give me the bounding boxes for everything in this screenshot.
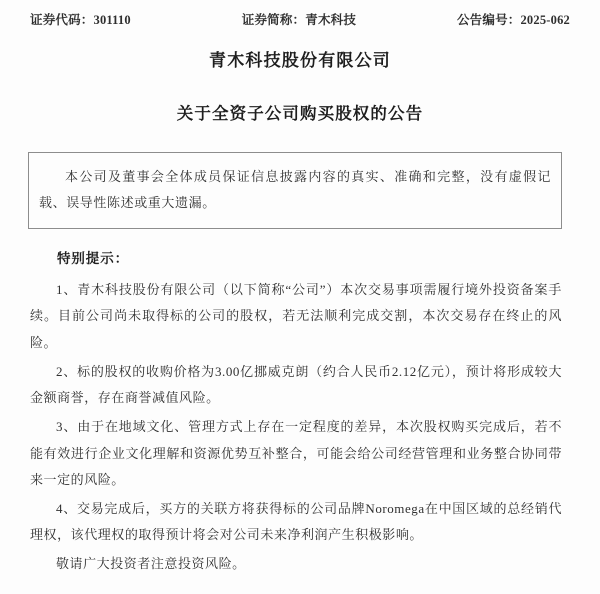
disclaimer-text: 本公司及董事会全体成员保证信息披露内容的真实、准确和完整，没有虚假记载、误导性陈述或重大遗漏。: [39, 169, 551, 210]
disclaimer-box: [28, 152, 562, 229]
closing-statement: 敬请广大投资者注意投资风险。: [56, 556, 246, 572]
special-tip-item: 2、标的股权的收购价格为3.00亿挪威克朗（约合人民币2.12亿元），预计将形成较大金额商誉，存在商誉减值风险。: [30, 363, 562, 406]
security-short-name: 证券简称：青木科技: [241, 13, 357, 27]
special-tips-heading: 特别提示：: [57, 251, 129, 266]
announcement-number: 公告编号：2025-062: [456, 13, 570, 27]
special-tip-item: 1、青木科技股份有限公司（以下简称“公司”）本次交易事项需履行境外投资备案手续。目前公司尚未取得标的公司的股权，若无法顺利完成交割，本次交易存在终止的风险。: [30, 281, 562, 350]
title-block: [0, 46, 600, 124]
special-tip-item: 4、交易完成后，买方的关联方将获得标的公司品牌Noromega在中国区域的总经销代理权，该代理权的取得预计将会对公司未来净利润产生积极影响。: [30, 500, 562, 543]
special-tip-item: 3、由于在地域文化、管理方式上存在一定程度的差异，本次股权购买完成后，若不能有效进行企业文化理解和资源优势互补整合，可能会给公司经营管理和业务整合协同带来一定的风险。: [30, 418, 562, 488]
page-title: 关于全资子公司购买股权的公告: [176, 104, 424, 123]
company-name-title: 青木科技股份有限公司: [209, 51, 391, 70]
security-code: 证券代码：301110: [30, 13, 131, 27]
document-header: [0, 0, 600, 28]
special-tips-section: [30, 245, 562, 578]
